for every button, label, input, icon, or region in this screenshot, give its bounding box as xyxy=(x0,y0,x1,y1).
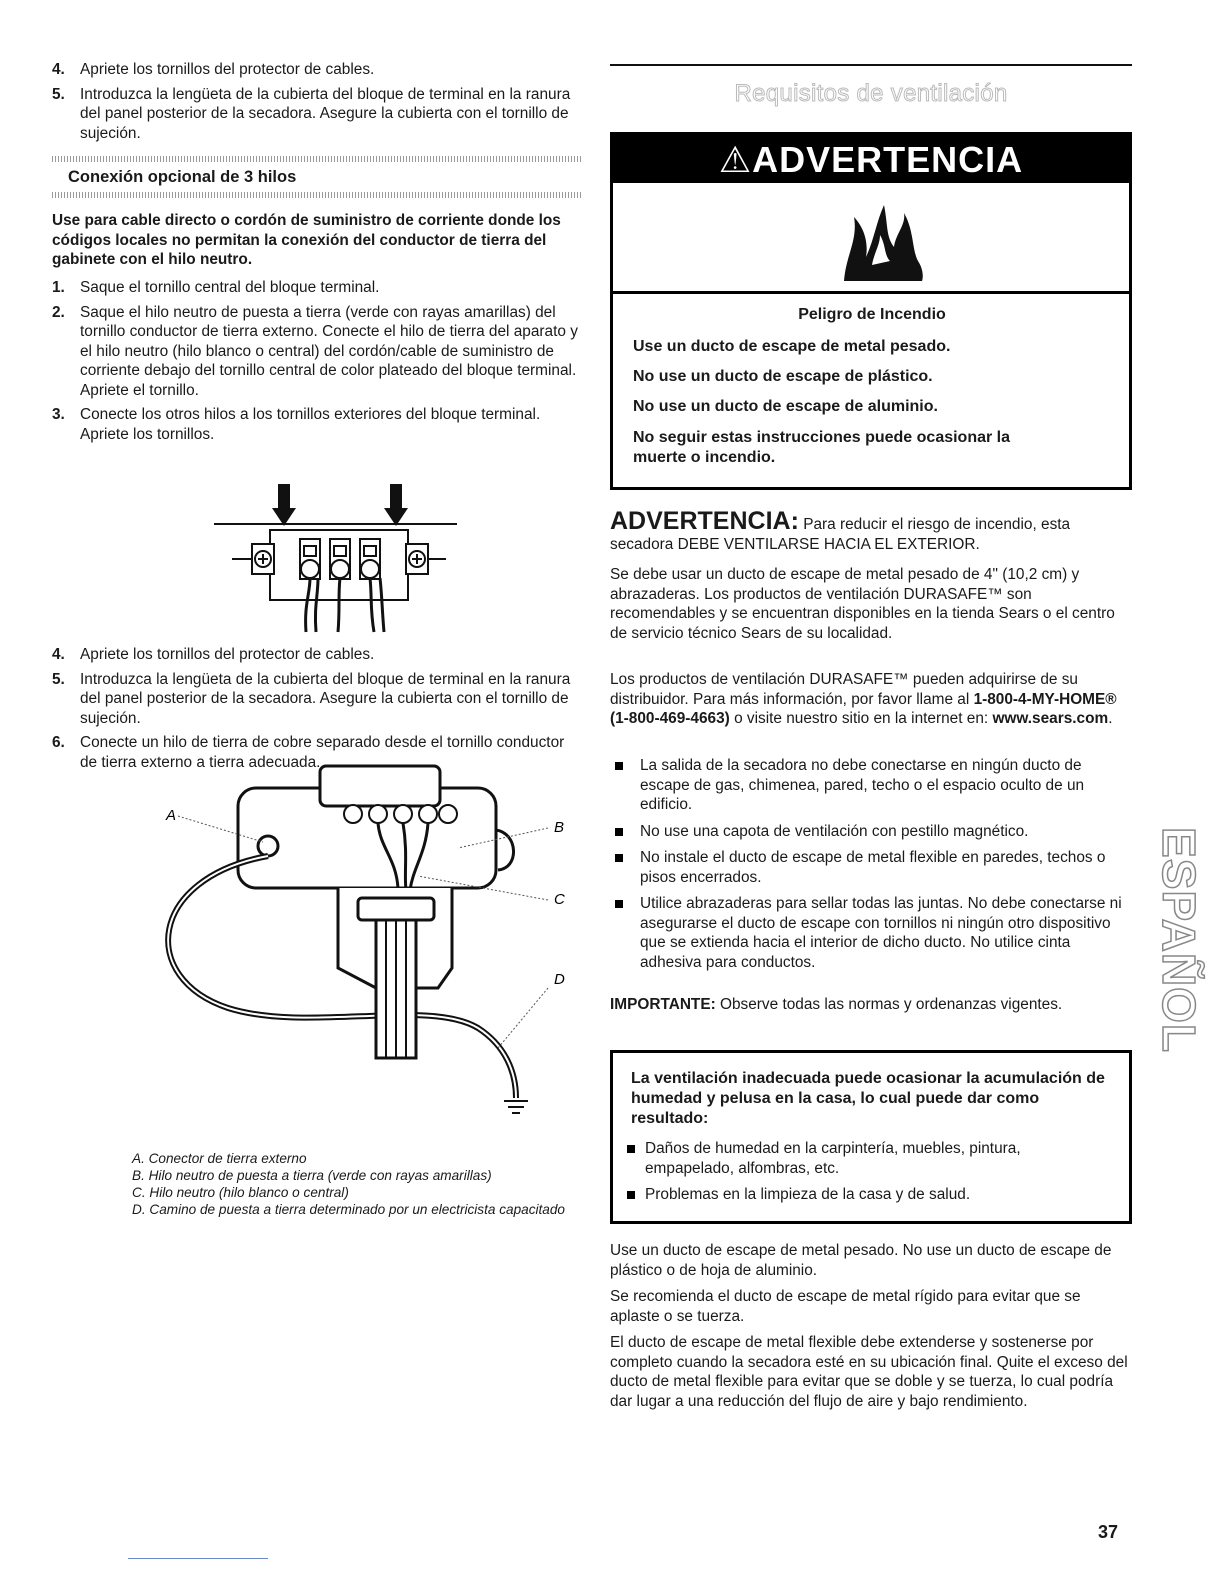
box-bullet-list xyxy=(613,1139,1129,1205)
warning-line: No use un ducto de escape de aluminio. xyxy=(633,398,938,415)
warning-line: No seguir estas instrucciones puede ocasionar la muerte o incendio. xyxy=(633,429,1011,466)
list-item: La salida de la secadora no debe conectarse en ningún ducto de escape de gas, chimenea, pared, techo o el espacio oculto de un edificio. xyxy=(610,756,1132,815)
ground-wire-diagram xyxy=(108,758,578,1138)
importante-paragraph: IMPORTANTE: Observe todas las normas y ordenanzas vigentes. xyxy=(610,996,1063,1013)
paragraph: El ducto de escape de metal flexible debe extenderse y sostenerse por completo cuando la secadora esté en su ubicación final. Quite el exceso del ducto de metal flexible para evitar que se doble y se tuerza, lo cual podría dar lugar a una reducción del flujo de aire y bajo rendimiento. xyxy=(610,1334,1128,1410)
list-item: 1. Saque el tornillo central del bloque terminal. xyxy=(52,279,380,296)
list-item: 3. Conecte los otros hilos a los tornillos exteriores del bloque terminal. Apriete los tornillos. xyxy=(52,406,541,443)
label-c: C xyxy=(554,891,565,908)
warning-line: Use un ducto de escape de metal pesado. xyxy=(633,338,951,355)
list-item: Utilice abrazaderas para sellar todas las juntas. No debe conectarse ni asegurarse el ducto de escape con tornillos ni ningún otro dispositivo que se extienda hacia el interior de dicho ducto. No utilice cinta adhesiva para conductos. xyxy=(610,894,1132,972)
list-item: 5. Introduzca la lengüeta de la cubierta del bloque de terminal en la ranura del panel posterior de la secadora. Asegure la cubierta con el tornillo de sujeción. xyxy=(52,85,571,142)
list-item: 6. Conecte un hilo de tierra de cobre separado desde el tornillo conductor de tierra externo a tierra adecuada. xyxy=(52,734,565,771)
list-item: Daños de humedad en la carpintería, muebles, pintura, empapelado, alfombras, etc. xyxy=(615,1139,1113,1178)
label-a: A xyxy=(166,807,177,824)
warning-title: Peligro de Incendio xyxy=(798,306,946,323)
fire-icon xyxy=(836,195,926,285)
ground-symbol-icon xyxy=(504,1101,528,1113)
box-title: La ventilación inadecuada puede ocasionar la acumulación de humedad y pelusa en la casa, lo cual puede dar como resultado: xyxy=(631,1070,1105,1127)
diagram-captions xyxy=(132,1150,572,1218)
caption-a: A. Conector de tierra externo xyxy=(132,1151,307,1166)
footer-rule xyxy=(128,1558,268,1559)
paragraph: Se recomienda el ducto de escape de metal rígido para evitar que se aplaste o se tuerza. xyxy=(610,1288,1081,1325)
warning-body xyxy=(613,294,1129,468)
label-b: B xyxy=(554,819,565,836)
website-link[interactable]: www.sears.com xyxy=(992,710,1109,727)
top-steps-list xyxy=(52,60,582,148)
moisture-warning-box xyxy=(610,1050,1132,1224)
page-number: 37 xyxy=(1098,1522,1119,1542)
list-item: 4. Apriete los tornillos del protector de cables. xyxy=(52,61,375,78)
section-title: Requisitos de ventilación xyxy=(734,80,1008,107)
fire-warning-box xyxy=(610,132,1132,490)
list-item: 2. Saque el hilo neutro de puesta a tierra (verde con rayas amarillas) del tornillo conductor de tierra externo. Conecte el hilo de tierra del aparato y el hilo neutro (hilo blanco o central) del cordón/cable de suministro de corriente debajo del tornillo central de color plateado del bloque terminal. Apriete el tornillo. xyxy=(52,303,578,399)
section-title: Conexión opcional de 3 hilos xyxy=(68,168,297,186)
warning-line: No use un ducto de escape de plástico. xyxy=(633,368,933,385)
contact-paragraph: Los productos de ventilación DURASAFE™ pueden adquirirse de su distribuidor. Para más información, por favor llame al 1-800-4-MY-HOME® (1-800-469-4663) o visite nuestro sitio en la internet en: www.sears.com. xyxy=(610,671,1117,727)
terminal-block-diagram xyxy=(214,484,464,634)
section-divider xyxy=(52,156,582,162)
fire-icon-panel xyxy=(613,183,1129,294)
warning-header: ⚠ADVERTENCIA xyxy=(613,135,1129,183)
steps-list-a xyxy=(52,278,582,449)
arrow-down-icon xyxy=(384,484,408,526)
caption-d: D. Camino de puesta a tierra determinado por un electricista capacitado xyxy=(132,1202,565,1217)
section-divider xyxy=(52,192,582,198)
advertencia-paragraph: ADVERTENCIA: Para reducir el riesgo de incendio, esta secadora DEBE VENTILARSE HACIA EL EXTERIOR. xyxy=(610,507,1071,553)
external-ground-screw-icon xyxy=(258,836,278,856)
section-intro: Use para cable directo o cordón de suministro de corriente donde los códigos locales no permitan la conexión del conductor de tierra del gabinete con el hilo neutro. xyxy=(52,212,561,268)
list-item: Problemas en la limpieza de la casa y de salud. xyxy=(615,1185,1113,1205)
list-item: 4. Apriete los tornillos del protector de cables. xyxy=(52,646,375,663)
vent-bullet-list xyxy=(610,756,1132,979)
label-d: D xyxy=(554,971,565,988)
arrow-down-icon xyxy=(272,484,296,526)
caption-c: C. Hilo neutro (hilo blanco o central) xyxy=(132,1185,349,1200)
caption-b: B. Hilo neutro de puesta a tierra (verde con rayas amarillas) xyxy=(132,1168,492,1183)
duct-paragraph: Se debe usar un ducto de escape de metal pesado de 4" (10,2 cm) y abrazaderas. Los productos de ventilación DURASAFE™ son recomendables y se encuentran disponibles en la tienda Sears o el centro de servicio técnico Sears de su localidad. xyxy=(610,566,1115,642)
paragraph: Use un ducto de escape de metal pesado. No use un ducto de escape de plástico o de hoja de aluminio. xyxy=(610,1242,1112,1279)
language-side-tab: ESPAÑOL xyxy=(1153,827,1205,1053)
list-item: 5. Introduzca la lengüeta de la cubierta del bloque de terminal en la ranura del panel posterior de la secadora. Asegure la cubierta con el tornillo de sujeción. xyxy=(52,670,571,727)
list-item: No instale el ducto de escape de metal flexible en paredes, techos o pisos encerrados. xyxy=(610,848,1132,887)
rule xyxy=(610,64,1132,66)
warning-triangle-icon: ⚠ xyxy=(718,139,753,180)
list-item: No use una capota de ventilación con pestillo magnético. xyxy=(610,822,1132,842)
phone-number: 1-800-4-MY-HOME® (1-800-469-4663) xyxy=(610,690,1117,727)
